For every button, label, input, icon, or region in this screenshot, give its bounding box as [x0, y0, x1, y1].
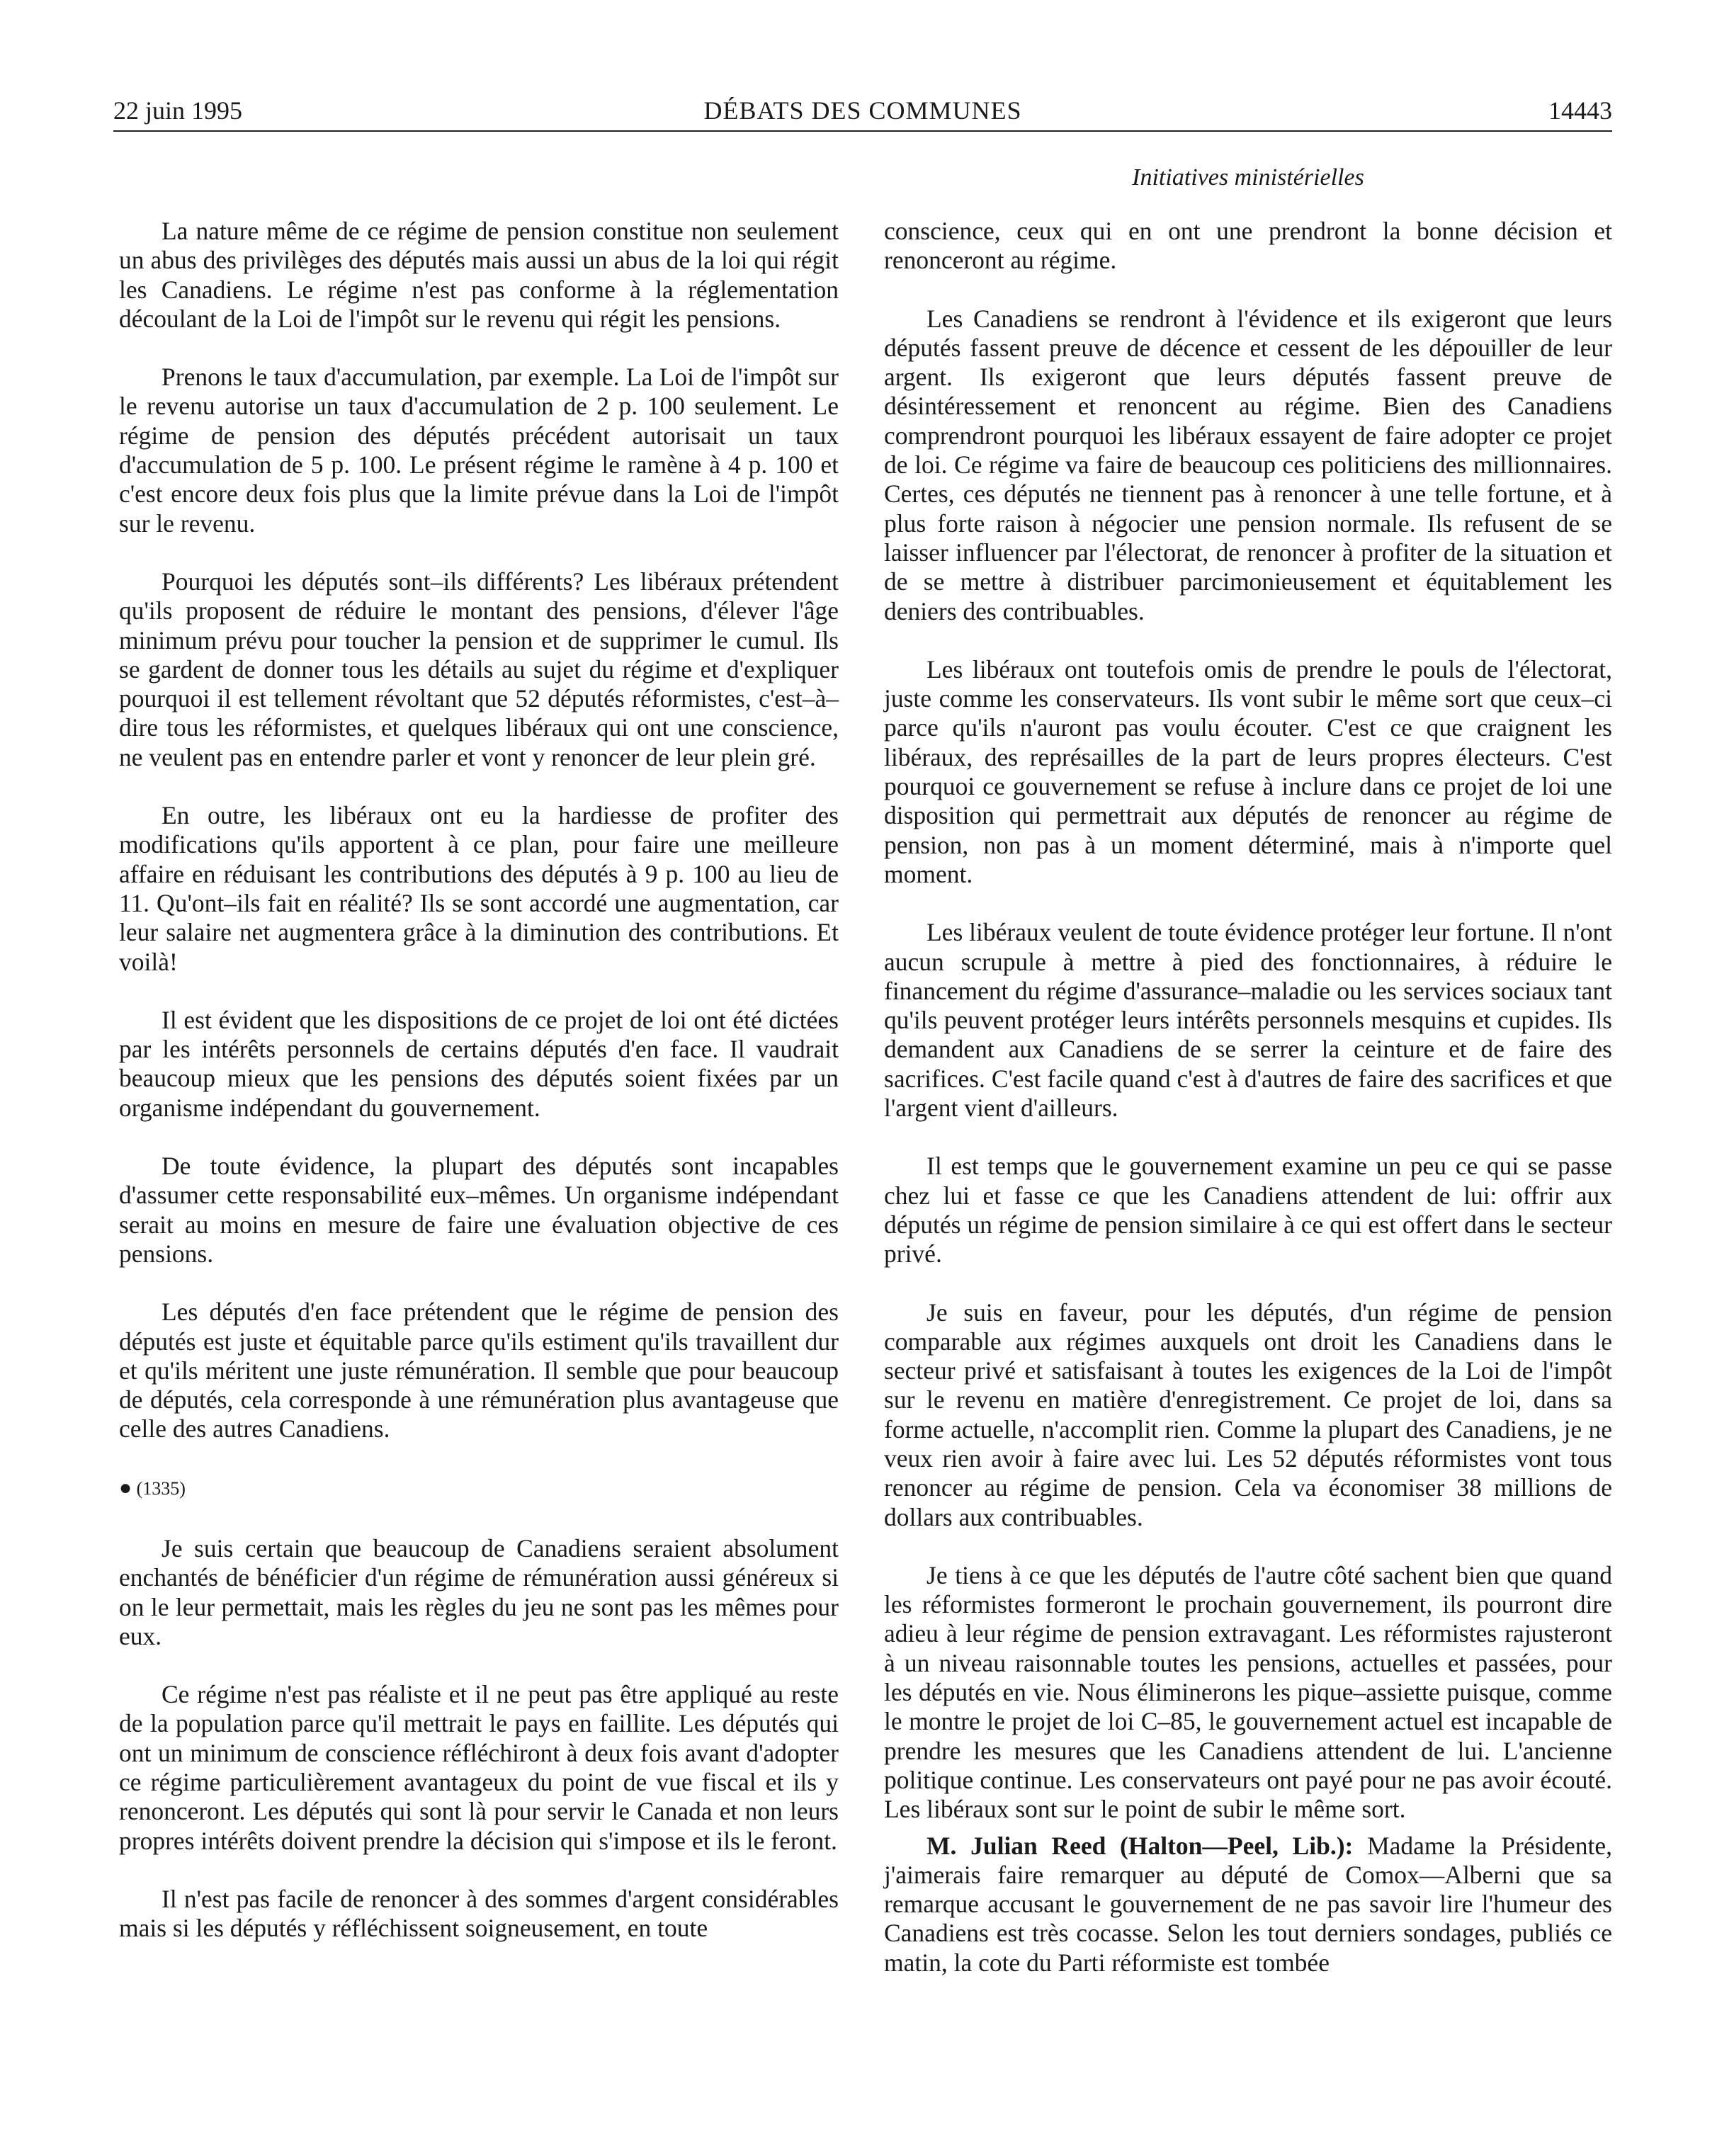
- speaker-name: M. Julian Reed (Halton—Peel, Lib.):: [926, 1831, 1354, 1860]
- page-header: [113, 91, 1612, 132]
- header-page-number: 14443: [1548, 96, 1612, 125]
- time-marker: [119, 1473, 839, 1503]
- speaker-paragraph: [884, 1832, 1612, 1978]
- right-column: [884, 217, 1612, 2007]
- paragraph: En outre, les libéraux ont eu la hardiesse de profiter des modifications qu'ils apportent à ce plan, pour faire une meilleure affaire en réduisant les contributions des députés à 9 p. 100 au lieu de 11. Qu'ont–ils fait en réalité? Ils se sont accordé une augmentation, car leur salaire net augmentera grâce à la diminution des contributions. Et voilà!: [119, 801, 839, 976]
- paragraph: Pourquoi les députés sont–ils différents? Les libéraux prétendent qu'ils proposent de réduire le montant des pensions, d'élever l'âge minimum prévu pour toucher la pension et de supprimer le cumul. Ils se gardent de donner tous les détails au sujet du régime et d'expliquer pourquoi il est tellement révoltant que 52 députés réformistes, c'est–à–dire tous les réformistes, et quelques libéraux qui ont une conscience, ne veulent pas en entendre parler et vont y renoncer de leur plein gré.: [119, 567, 839, 771]
- paragraph: La nature même de ce régime de pension constitue non seulement un abus des privilèges des députés mais aussi un abus de la loi qui régit les Canadiens. Le régime n'est pas conforme à la réglementation découlant de la Loi de l'impôt sur le revenu qui régit les pensions.: [119, 217, 839, 333]
- paragraph: Ce régime n'est pas réaliste et il ne peut pas être appliqué au reste de la population parce qu'il mettrait le pays en faillite. Les députés qui ont un minimum de conscience réfléchiront à deux fois avant d'adopter ce régime particulièrement avantageux du point de vue fiscal et ils y renonceront. Les députés qui sont là pour servir le Canada et non leurs propres intérêts doivent prendre la décision qui s'impose et ils le feront.: [119, 1680, 839, 1855]
- paragraph: Les libéraux veulent de toute évidence protéger leur fortune. Il n'ont aucun scrupule à mettre à pied des fonctionnaires, à réduire le financement du régime d'assurance–maladie ou les services sociaux tant qu'ils peuvent protéger leurs intérêts personnels mesquins et cupides. Ils demandent aux Canadiens de se serrer la ceinture et de faire des sacrifices. C'est facile quand c'est à d'autres de faire des sacrifices et que l'argent vient d'ailleurs.: [884, 918, 1612, 1123]
- paragraph: Les députés d'en face prétendent que le régime de pension des députés est juste et équitable parce qu'ils estiment qu'ils travaillent dur et qu'ils méritent une juste rémunération. Il semble que pour beaucoup de députés, cela corresponde à une rémunération plus avantageuse que celle des autres Canadiens.: [119, 1298, 839, 1443]
- paragraph: Il est évident que les dispositions de ce projet de loi ont été dictées par les intérêts personnels de certains députés d'en face. Il vaudrait beaucoup mieux que les pensions des députés soient fixées par un organisme indépendant du gouvernement.: [119, 1005, 839, 1122]
- paragraph: Les Canadiens se rendront à l'évidence et ils exigeront que leurs députés fassent preuve de décence et cessent de les dépouiller de leur argent. Ils exigeront que leurs députés fassent preuve de désintéressement et renoncent au régime. Bien des Canadiens comprendront pourquoi les libéraux essayent de faire adopter ce projet de loi. Ce régime va faire de beaucoup ces politiciens des millionnaires. Certes, ces députés ne tiennent pas à renoncer à une telle fortune, et à plus forte raison à négocier une pension normale. Ils refusent de se laisser influencer par l'électorat, de renoncer à profiter de la situation et de se mettre à distribuer parcimonieusement et équitablement les deniers des contribuables.: [884, 304, 1612, 625]
- paragraph: Les libéraux ont toutefois omis de prendre le pouls de l'électorat, juste comme les conservateurs. Ils vont subir le même sort que ceux–ci parce qu'ils n'auront pas voulu écouter. C'est ce que craignent les libéraux, des représailles de la part de leurs propres électeurs. C'est pourquoi ce gouvernement se refuse à inclure dans ce projet de loi une disposition qui permettrait aux députés de renoncer au régime de pension, non pas à un moment déterminé, mais à n'importe quel moment.: [884, 654, 1612, 888]
- paragraph: Je suis certain que beaucoup de Canadiens seraient absolument enchantés de bénéficier d'un régime de rémunération aussi généreux si on le leur permettait, mais les règles du jeu ne sont pas les mêmes pour eux.: [119, 1533, 839, 1650]
- paragraph: Il est temps que le gouvernement examine un peu ce qui se passe chez lui et fasse ce que les Canadiens attendent de lui: offrir aux députés un régime de pension similaire à ce qui est offert dans le secteur privé.: [884, 1152, 1612, 1269]
- paragraph: conscience, ceux qui en ont une prendront la bonne décision et renonceront au régime.: [884, 217, 1612, 275]
- paragraph: Je suis en faveur, pour les députés, d'un régime de pension comparable aux régimes auxquels ont droit les Canadiens dans le secteur privé et satisfaisant à toutes les exigences de la Loi de l'impôt sur le revenu en matière d'enregistrement. Ce projet de loi, dans sa forme actuelle, n'accomplit rien. Comme la plupart des Canadiens, je ne veux rien avoir à faire avec lui. Les 52 députés réformistes vont tous renoncer au régime de pension. Cela va économiser 38 millions de dollars aux contribuables.: [884, 1298, 1612, 1531]
- bullet-icon: ●: [119, 1475, 132, 1499]
- header-publication: DÉBATS DES COMMUNES: [703, 96, 1022, 125]
- paragraph: Il n'est pas facile de renoncer à des sommes d'argent considérables mais si les députés y réfléchissent soigneusement, en toute: [119, 1884, 839, 1943]
- paragraph: Je tiens à ce que les députés de l'autre côté sachent bien que quand les réformistes formeront le prochain gouvernement, ils pourront dire adieu à leur régime de pension extravagant. Les réformistes rajusteront à un niveau raisonnable toutes les pensions, actuelles et passées, pour les députés en vie. Nous éliminerons les pique–assiette puisque, comme le montre le projet de loi C–85, le gouvernement actuel est incapable de prendre les mesures que les Canadiens attendent de lui. L'ancienne politique continue. Les conservateurs ont payé pour ne pas avoir écouté. Les libéraux sont sur le point de subir le même sort.: [884, 1560, 1612, 1824]
- time-marker-label: (1335): [136, 1477, 186, 1499]
- left-column: [119, 217, 839, 1973]
- section-title: Initiatives ministérielles: [1132, 164, 1364, 191]
- header-date: 22 juin 1995: [113, 96, 243, 125]
- paragraph: De toute évidence, la plupart des députés sont incapables d'assumer cette responsabilité eux–mêmes. Un organisme indépendant serait au moins en mesure de faire une évaluation objective de ces pensions.: [119, 1152, 839, 1268]
- speech-text: Madame la Présidente, j'aimerais faire remarquer au député de Comox—Alberni que sa remarque accusant le gouvernement de ne pas savoir lire l'humeur des Canadiens est très cocasse. Selon les tout derniers sondages, publiés ce matin, la cote du Parti réformiste est tombée: [884, 1831, 1613, 1977]
- paragraph: Prenons le taux d'accumulation, par exemple. La Loi de l'impôt sur le revenu autorise un taux d'accumulation de 2 p. 100 seulement. Le régime de pension des députés précédent autorisait un taux d'accumulation de 5 p. 100. Le présent régime le ramène à 4 p. 100 et c'est encore deux fois plus que la limite prévue dans la Loi de l'impôt sur le revenu.: [119, 363, 839, 538]
